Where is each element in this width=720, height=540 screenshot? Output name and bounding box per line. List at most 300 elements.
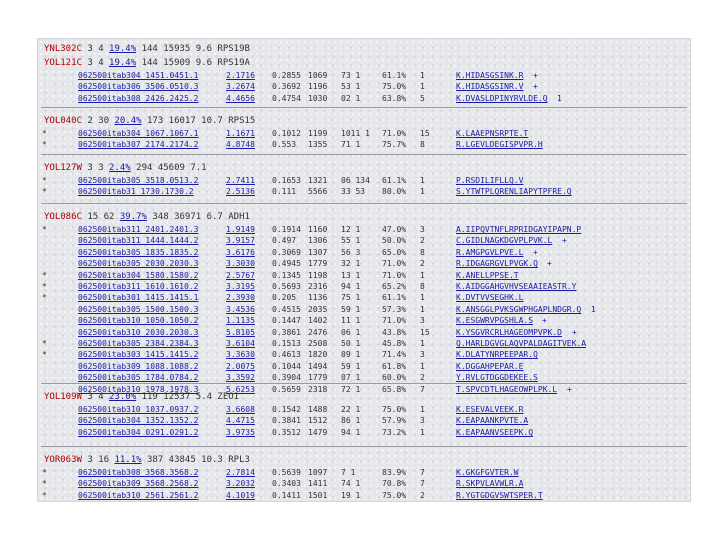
spectrum-file-link[interactable]: 062500itab304 1352.1352.2 [78,416,199,426]
coverage-link[interactable]: 19.4% [109,44,137,54]
sp-rank-value: 07 1 [341,373,361,383]
mh-value: 1030 [308,93,328,103]
mh-value: 2316 [308,282,328,291]
redundancy-count: 3 [420,416,425,426]
sp-rank-value: 22 1 [341,405,361,414]
coverage-link[interactable]: 39.7% [119,212,147,222]
protein-header [44,391,239,403]
sp-rank-value: 59 1 [341,304,361,314]
spectrum-file-link[interactable]: 062500itab305 1784.0784.2 [78,373,199,383]
peptide-row [38,93,690,104]
blast-link[interactable]: 1 [591,304,596,314]
xcorr-score-link[interactable]: 2.7814 [226,468,255,477]
unique-marker: * [42,225,47,234]
peptide-sequence-link[interactable]: K.HIDASGSINR.V [456,82,524,92]
redundancy-count: 2 [420,490,425,500]
mh-value: 1160 [308,225,328,234]
unique-marker: * [42,350,47,360]
sp-rank-value: 59 1 [341,361,361,371]
spectrum-file-link[interactable]: 062500itab305 3518.0513.2 [78,176,199,185]
sp-rank-value: 72 1 [341,384,361,394]
xcorr-score-link[interactable]: 2.3930 [226,293,255,303]
xcorr-score-link[interactable]: 4.8748 [226,140,255,150]
blast-link[interactable]: + [533,71,538,80]
redundancy-count: 8 [420,140,425,150]
protein-counts: 2 30 [87,116,110,126]
ion-percent: 71.0% [382,129,407,138]
sp-rank-value: 1011 1 [341,129,370,138]
peptide-sequence-link[interactable]: K.EAPAANVSEEPK.Q [456,427,534,437]
ion-percent: 71.4% [382,350,407,360]
xcorr-score-link[interactable]: 1.1671 [226,129,255,138]
sp-rank-value: 7 1 [341,468,356,477]
peptide-sequence-link[interactable]: C.GIDLNAGKDGVPLPVK.L [456,236,553,246]
peptide-row [38,404,690,415]
coverage-link[interactable]: 19.4% [109,58,137,68]
xcorr-score-link[interactable]: 3.2032 [226,479,255,489]
peptide-sequence-link[interactable]: R.SKPVLAVWLR.A [456,479,524,489]
mh-value: 1779 [308,373,328,383]
spectrum-file-link[interactable]: 062500itab310 1037.0937.2 [78,405,199,414]
blast-link[interactable]: + [562,236,567,246]
ion-percent: 61.1% [382,71,407,80]
unique-marker: * [42,187,47,197]
deltacn-value: 0.5659 [272,384,301,394]
peptide-sequence-link[interactable]: P.RSDILIFLLQ.V [456,176,524,185]
mh-value: 1820 [308,350,328,360]
sp-rank-value: 71 1 [341,140,361,150]
peptide-sequence-link[interactable]: R.AMGPGVLPVE.L [456,247,524,257]
mh-value: 1411 [308,479,328,489]
peptide-row [38,175,690,186]
protein-details: 348 36971 6.7 ADH1 [152,212,250,222]
xcorr-score-link[interactable]: 2.5767 [226,270,255,280]
ion-percent: 65.8% [382,384,407,394]
deltacn-value: 0.3403 [272,479,301,489]
mh-value: 1199 [308,129,328,138]
xcorr-score-link[interactable]: 5.6253 [226,384,255,394]
sp-rank-value: 50 1 [341,339,361,348]
peptide-sequence-link[interactable]: A.IIPQVTNFLRPRIDGAYIPAPN.P [456,225,582,234]
xcorr-score-link[interactable]: 2.5136 [226,187,255,197]
xcorr-score-link[interactable]: 2.7411 [226,176,255,185]
xcorr-score-link[interactable]: 3.3195 [226,282,255,291]
blast-link[interactable]: + [533,82,538,92]
redundancy-count: 3 [420,350,425,360]
protein-details: 173 16017 10.7 RPS15 [146,116,256,126]
deltacn-value: 0.5693 [272,282,301,291]
peptide-row [38,281,690,292]
deltacn-value: 0.3069 [272,247,301,257]
deltacn-value: 0.3692 [272,82,301,92]
spectrum-file-link[interactable]: 062500itab311 2401.2401.3 [78,225,199,234]
peptide-sequence-link[interactable]: T.SPVCDTLHAGEOWPLPK.L [456,384,558,394]
xcorr-score-link[interactable]: 3.9735 [226,427,255,437]
mh-value: 1321 [308,176,328,185]
deltacn-value: 0.3841 [272,416,301,426]
xcorr-score-link[interactable]: 3.3592 [226,373,255,383]
protein-counts: 3 4 [87,58,104,68]
peptide-row [38,224,690,235]
ion-percent: 75.0% [382,490,407,500]
coverage-link[interactable]: 20.4% [114,116,142,126]
unique-marker: * [42,468,47,477]
spectrum-file-link[interactable]: 062500itab304 1580.1580.2 [78,270,199,280]
deltacn-value: 0.4515 [272,304,301,314]
redundancy-count: 1 [420,405,425,414]
mh-value: 1479 [308,427,328,437]
peptide-sequence-link[interactable]: Q.HARLDGVGLAQVPALDAGITVEK.A [456,339,587,348]
xcorr-score-link[interactable]: 3.6176 [226,247,255,257]
redundancy-count: 1 [420,82,425,92]
blast-link[interactable]: + [567,384,572,394]
sp-rank-value: 32 1 [341,259,361,269]
unique-marker: * [42,479,47,489]
deltacn-value: 0.4613 [272,350,301,360]
spectrum-file-link[interactable]: 062500itab311 1610.1610.2 [78,282,199,291]
peptide-row [38,70,690,81]
deltacn-value: 0.1447 [272,316,301,326]
protein-name: YOL109W [44,392,82,402]
xcorr-score-link[interactable]: 4.4656 [226,93,255,103]
ion-percent: 60.0% [382,373,407,383]
xcorr-score-link[interactable]: 1.9149 [226,225,255,234]
peptide-sequence-link[interactable]: R.IDGAGRGVLPVGK.Q [456,259,538,269]
ion-percent: 71.0% [382,270,407,280]
sp-rank-value: 33 53 [341,187,366,197]
peptide-sequence-link[interactable]: R.LGEVLDEGISPVPR.H [456,140,543,150]
blast-link[interactable]: + [542,316,547,326]
protein-name: YOR063W [44,455,82,465]
spectrum-file-link[interactable]: 062500itab304 1451.0451.1 [78,71,199,80]
protein-name: YOL127W [44,163,82,173]
peptide-sequence-link[interactable]: K.GKGFGVTER.W [456,468,519,477]
xcorr-score-link[interactable]: 3.3030 [226,259,255,269]
deltacn-value: 0.1513 [272,339,301,348]
sp-rank-value: 11 1 [341,316,361,326]
sp-rank-value: 06 1 [341,327,361,337]
peptide-sequence-link[interactable]: K.ANELLPPSE.T [456,270,519,280]
deltacn-value: 0.1345 [272,270,301,280]
sp-rank-value: 73 1 [341,71,361,80]
spectrum-file-link[interactable]: 062500itab304 1067.1067.1 [78,129,199,138]
sp-rank-value: 12 1 [341,225,361,234]
group-divider [41,107,687,108]
protein-counts: 15 62 [87,212,115,222]
protein-counts: 3 3 [87,163,104,173]
peptide-sequence-link[interactable]: K.DGGAHPEPAR.E [456,361,524,371]
deltacn-value: 0.1044 [272,361,301,371]
peptide-row [38,327,690,338]
redundancy-count: 2 [420,259,425,269]
coverage-link[interactable]: 11.1% [114,455,142,465]
blast-link[interactable]: + [533,247,538,257]
ion-percent: 57.9% [382,416,407,426]
redundancy-count: 1 [420,293,425,303]
protein-header [44,162,207,174]
peptide-row [38,258,690,269]
peptide-sequence-link[interactable]: K.ESEVALVEEK.R [456,405,524,414]
coverage-link[interactable]: 23.0% [109,392,137,402]
peptide-row [38,235,690,246]
redundancy-count: 2 [420,236,425,246]
coverage-link[interactable]: 2.4% [109,163,131,173]
peptide-sequence-link[interactable]: K.ESGWRVPGSHLA.S [456,316,534,326]
unique-marker: * [42,339,47,348]
ion-percent: 63.8% [382,93,407,103]
peptide-row [38,315,690,326]
mh-value: 5566 [308,187,328,197]
protein-header [44,211,250,223]
mh-value: 1306 [308,236,328,246]
group-divider [41,154,687,155]
ion-percent: 75.7% [382,140,407,150]
xcorr-score-link[interactable]: 4.1019 [226,490,255,500]
redundancy-count: 8 [420,282,425,291]
spectrum-file-link[interactable]: 062500itab304 0291.0291.2 [78,427,199,437]
protein-details: 144 15935 9.6 RPS19B [141,44,250,54]
protein-name: YOL086C [44,212,82,222]
protein-name: YNL302C [44,44,82,54]
spectrum-file-link[interactable]: 062500itab305 1835.1835.2 [78,247,199,257]
protein-name: YOL121C [44,58,82,68]
redundancy-count: 15 [420,327,430,337]
redundancy-count: 5 [420,93,425,103]
peptide-sequence-link[interactable]: K.ANSGGLPVKSGWPHGAPLNDGR.Q [456,304,582,314]
mh-value: 1196 [308,82,328,92]
mh-value: 2508 [308,339,328,348]
mh-value: 1512 [308,416,328,426]
peptide-sequence-link[interactable]: K.DVTVVSEGHK.L [456,293,524,303]
mh-value: 2318 [308,384,328,394]
ion-percent: 43.8% [382,327,407,337]
sp-rank-value: 94 1 [341,427,361,437]
spectrum-file-link[interactable]: 062500itab301 1415.1415.1 [78,293,199,303]
peptide-row [38,304,690,315]
mh-value: 1402 [308,316,328,326]
deltacn-value: 0.205 [272,293,297,303]
sp-rank-value: 55 1 [341,236,361,246]
deltacn-value: 0.1411 [272,490,301,500]
peptide-row [38,186,690,197]
spectrum-file-link[interactable]: 062500itab306 3506.0510.3 [78,82,199,92]
spectrum-file-link[interactable]: 062500itab305 1500.1500.3 [78,304,199,314]
sp-rank-value: 02 1 [341,93,361,103]
unique-marker: * [42,140,47,150]
peptide-sequence-link[interactable]: K.DLATYNRPEEPAR.Q [456,350,538,360]
mh-value: 1307 [308,247,328,257]
sp-rank-value: 06 134 [341,176,370,185]
spectrum-file-link[interactable]: 062500itab303 1415.1415.2 [78,350,199,360]
unique-marker: * [42,176,47,185]
sp-rank-value: 19 1 [341,490,361,500]
peptide-sequence-link[interactable]: K.LAAEPNSRPTE.T [456,129,529,138]
xcorr-score-link[interactable]: 2.1716 [226,71,255,80]
spectrum-file-link[interactable]: 062500itab305 2030.2030.3 [78,259,199,269]
sp-rank-value: 94 1 [341,282,361,291]
peptide-row [38,467,690,478]
peptide-sequence-link[interactable]: K.HIDASGSINK.R [456,71,524,80]
protein-details: 119 12537 5.4 ZEO1 [141,392,240,402]
xcorr-score-link[interactable]: 5.8105 [226,327,255,337]
ion-percent: 50.0% [382,236,407,246]
redundancy-count: 1 [420,339,425,348]
deltacn-value: 0.497 [272,236,297,246]
deltacn-value: 0.1914 [272,225,301,234]
deltacn-value: 0.3904 [272,373,301,383]
protein-header [44,454,250,466]
mh-value: 1069 [308,71,328,80]
mh-value: 1488 [308,405,328,414]
ion-percent: 65.2% [382,282,407,291]
peptide-sequence-link[interactable]: K.DVASLDPINYRVLDE.Q [456,93,548,103]
peptide-row [38,361,690,372]
mh-value: 1097 [308,468,328,477]
peptide-row [38,292,690,303]
mh-value: 1198 [308,270,328,280]
mh-value: 1501 [308,490,328,500]
redundancy-count: 1 [420,304,425,314]
ion-percent: 45.8% [382,339,407,348]
peptide-row [38,128,690,139]
deltacn-value: 0.3512 [272,427,301,437]
ion-percent: 61.1% [382,293,407,303]
protein-header [44,57,250,69]
spectrum-file-link[interactable]: 062500itab307 2174.2174.2 [78,140,199,150]
ion-percent: 75.0% [382,405,407,414]
peptide-row [38,338,690,349]
spectrum-file-link[interactable]: 062500itab309 3568.2568.2 [78,479,199,489]
redundancy-count: 1 [420,71,425,80]
spectrum-file-link[interactable]: 062500itab310 1978.1978.3 [78,384,199,394]
spectrum-file-link[interactable]: 062500itab311 1444.1444.2 [78,236,199,246]
peptide-sequence-link[interactable]: K.EAPAANKPVTE.A [456,416,529,426]
peptide-row [38,247,690,258]
mh-value: 2476 [308,327,328,337]
redundancy-count: 15 [420,129,430,138]
peptide-sequence-link[interactable]: S.YTWTPLQRENLIAPYTPFRE.Q [456,187,572,197]
xcorr-score-link[interactable]: 3.9157 [226,236,255,246]
redundancy-count: 1 [420,427,425,437]
blast-link[interactable]: + [547,259,552,269]
mh-value: 1136 [308,293,328,303]
redundancy-count: 1 [420,187,425,197]
deltacn-value: 0.3861 [272,327,301,337]
protein-name: YOL040C [44,116,82,126]
peptide-sequence-link[interactable]: K.AIDGGAHGVHVSEAAIEASTR.Y [456,282,577,291]
ion-percent: 75.0% [382,82,407,92]
xcorr-score-link[interactable]: 2.0075 [226,361,255,371]
spectrum-file-link[interactable]: 062500itab31 1730.1730.2 [78,187,194,197]
ion-percent: 80.0% [382,187,407,197]
spectrum-file-link[interactable]: 062500itab310 2030.2030.3 [78,327,199,337]
ion-percent: 71.0% [382,316,407,326]
blast-link[interactable]: + [572,327,577,337]
mh-value: 1494 [308,361,328,371]
group-divider [41,383,687,384]
redundancy-count: 1 [420,176,425,185]
unique-marker: * [42,270,47,280]
xcorr-score-link[interactable]: 3.3630 [226,350,255,360]
ion-percent: 47.0% [382,225,407,234]
ion-percent: 73.2% [382,427,407,437]
sp-rank-value: 74 1 [341,479,361,489]
report-sheet [37,38,691,502]
spectrum-file-link[interactable]: 062500itab305 2384.2384.3 [78,339,199,348]
unique-marker: * [42,282,47,291]
xcorr-score-link[interactable]: 3.6608 [226,405,255,414]
spectrum-file-link[interactable]: 062500itab310 2561.2561.2 [78,490,199,500]
sp-rank-value: 75 1 [341,293,361,303]
peptide-sequence-link[interactable]: K.YSGVRCRLHAGEOMPVPK.D [456,327,562,337]
xcorr-score-link[interactable]: 3.2674 [226,82,255,92]
peptide-row [38,478,690,489]
ion-percent: 71.0% [382,259,407,269]
group-divider [41,446,687,447]
deltacn-value: 0.1012 [272,129,301,138]
sp-rank-value: 09 1 [341,350,361,360]
unique-marker: * [42,129,47,138]
spectrum-file-link[interactable]: 062500itab308 2426.2425.2 [78,93,199,103]
redundancy-count: 1 [420,361,425,371]
deltacn-value: 0.111 [272,187,297,197]
ion-percent: 83.9% [382,468,407,477]
xcorr-score-link[interactable]: 3.6104 [226,339,255,348]
redundancy-count: 2 [420,373,425,383]
deltacn-value: 0.1542 [272,405,301,414]
protein-details: 387 43845 10.3 RPL3 [146,455,250,465]
redundancy-count: 7 [420,479,425,489]
spectrum-file-link[interactable]: 062500itab310 1050.1050.2 [78,316,199,326]
protein-header [44,115,255,127]
peptide-row [38,139,690,150]
redundancy-count: 7 [420,468,425,477]
spectrum-file-link[interactable]: 062500itab309 1088.1088.2 [78,361,199,371]
peptide-row [38,349,690,360]
deltacn-value: 0.553 [272,140,297,150]
redundancy-count: 1 [420,270,425,280]
ion-percent: 57.3% [382,304,407,314]
protein-header [44,43,250,55]
sp-rank-value: 13 1 [341,270,361,280]
xcorr-score-link[interactable]: 4.4715 [226,416,255,426]
unique-marker: * [42,490,47,500]
mh-value: 1355 [308,140,328,150]
redundancy-count: 3 [420,225,425,234]
protein-counts: 3 4 [87,392,104,402]
deltacn-value: 0.1653 [272,176,301,185]
peptide-sequence-link[interactable]: Y.RVLGTDGGDEKEE.S [456,373,538,383]
redundancy-count: 7 [420,384,425,394]
xcorr-score-link[interactable]: 1.1135 [226,316,255,326]
redundancy-count: 8 [420,247,425,257]
blast-link[interactable]: 1 [557,93,562,103]
protein-counts: 3 4 [87,44,104,54]
sp-rank-value: 53 1 [341,82,361,92]
xcorr-score-link[interactable]: 3.4536 [226,304,255,314]
ion-percent: 70.8% [382,479,407,489]
spectrum-file-link[interactable]: 062500itab308 3568.3568.2 [78,468,199,477]
deltacn-value: 0.4945 [272,259,301,269]
peptide-row [38,372,690,383]
peptide-sequence-link[interactable]: R.YGTGDGVSWTSPER.T [456,490,543,500]
mh-value: 1779 [308,259,328,269]
protein-counts: 3 16 [87,455,110,465]
mh-value: 2035 [308,304,328,314]
group-divider [41,203,687,204]
sp-rank-value: 56 3 [341,247,361,257]
redundancy-count: 3 [420,316,425,326]
